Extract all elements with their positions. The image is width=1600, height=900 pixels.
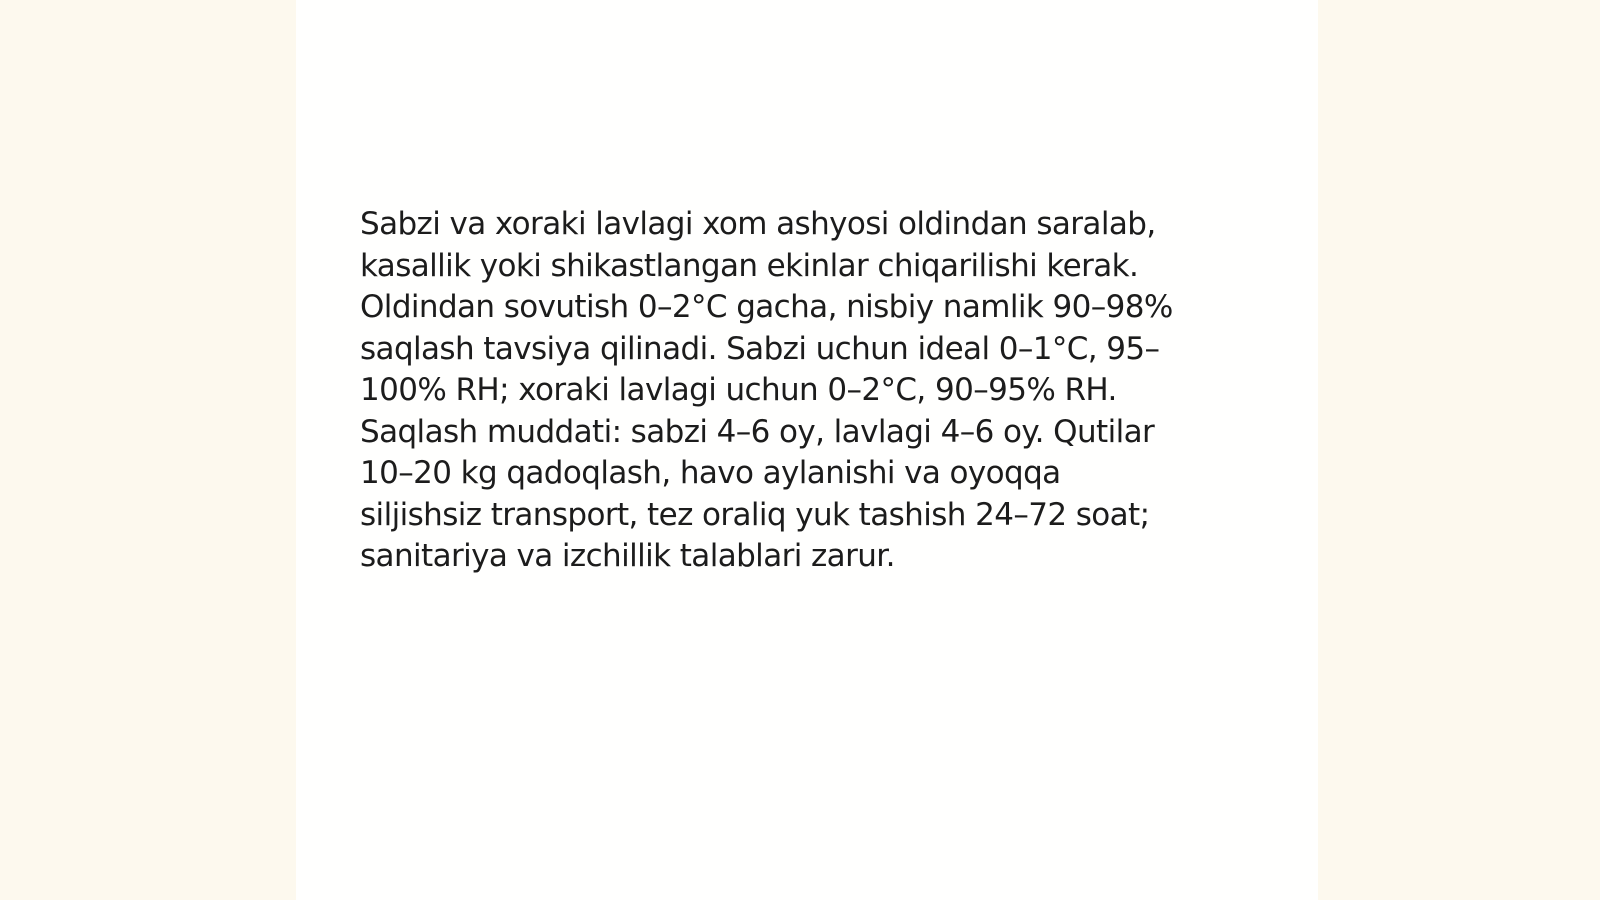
- document-page: [296, 0, 1318, 900]
- paragraph-line: kasallik yoki shikastlangan ekinlar chiqarilishi kerak.: [360, 247, 1139, 284]
- paragraph-line: Sabzi va xoraki lavlagi xom ashyosi oldindan saralab,: [360, 206, 1156, 242]
- paragraph-line: Oldindan sovutish 0–2°C gacha, nisbiy namlik 90–98%: [360, 289, 1173, 325]
- paragraph-line: 100% RH; xoraki lavlagi uchun 0–2°C, 90–95% RH.: [360, 372, 1117, 408]
- paragraph-line: sanitariya va izchillik talablari zarur.: [360, 538, 895, 574]
- paragraph-line: 10–20 kg qadoqlash, havo aylanishi va oyoqqa: [360, 455, 1061, 491]
- body-paragraph: [360, 204, 1260, 578]
- paragraph-line: saqlash tavsiya qilinadi. Sabzi uchun ideal 0–1°C, 95–: [360, 330, 1160, 367]
- paragraph-line: Saqlash muddati: sabzi 4–6 oy, lavlagi 4–6 oy. Qutilar: [360, 413, 1155, 450]
- paragraph-line: siljishsiz transport, tez oraliq yuk tashish 24–72 soat;: [360, 496, 1150, 533]
